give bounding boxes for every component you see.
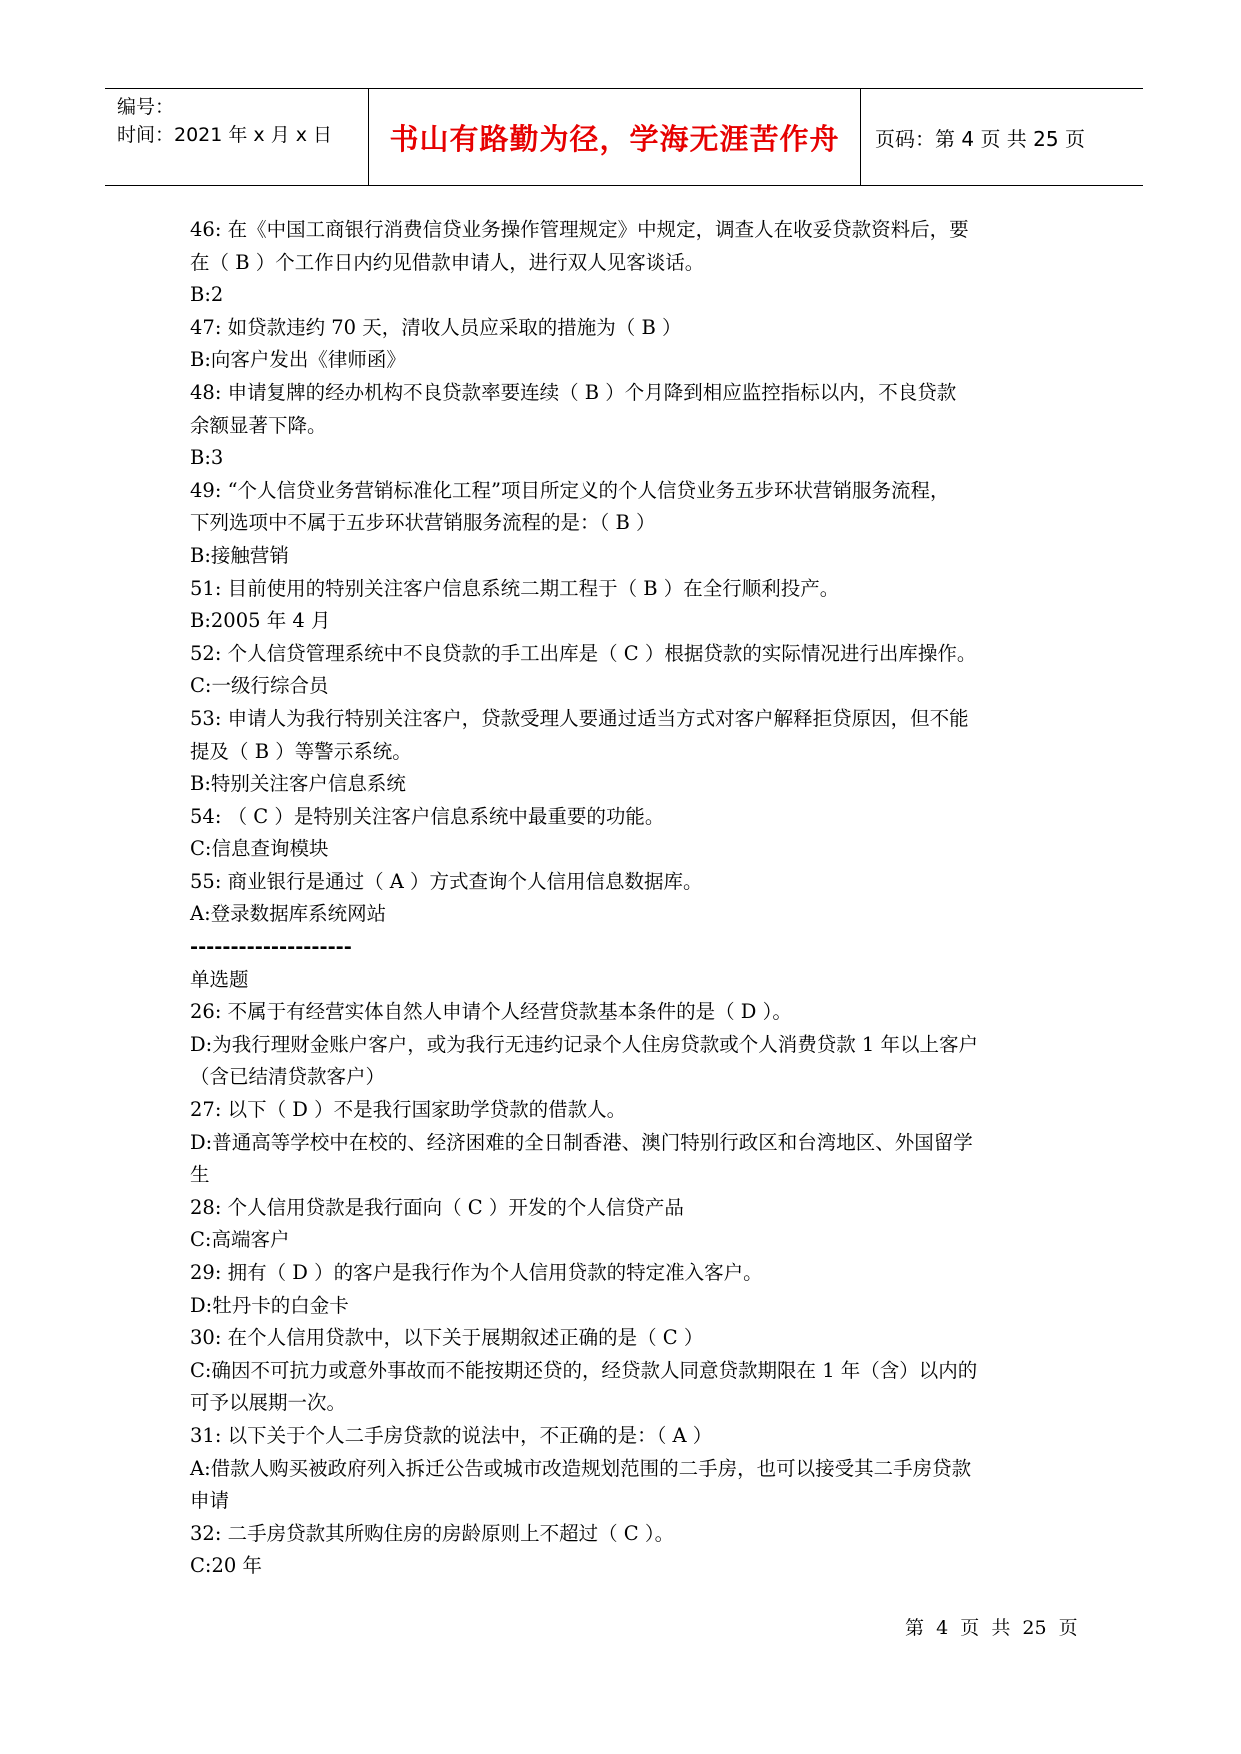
body-text-line: 52: 个人信贷管理系统中不良贷款的手工出库是（ C ）根据贷款的实际情况进行出库操作。 [190,641,977,665]
body-text-line: C:确因不可抗力或意外事故而不能按期还贷的，经贷款人同意贷款期限在 1 年（含）以内的 [190,1358,978,1382]
body-text-line: （含已结清贷款客户） [190,1065,386,1089]
header-page-info: 页码：第 4 页 共 25 页 [875,126,1085,151]
body-text-line: C:一级行综合员 [190,674,329,698]
body-text-line: 28: 个人信用贷款是我行面向（ C ）开发的个人信贷产品 [190,1195,684,1219]
body-text-line: 申请 [190,1489,230,1513]
body-text-line: 在（ B ）个工作日内约见借款申请人，进行双人见客谈话。 [190,250,705,274]
body-text-line: 55: 商业银行是通过（ A ）方式查询个人信用信息数据库。 [190,869,703,893]
header-meta [117,93,362,149]
body-text-line: 47: 如贷款违约 70 天，清收人员应采取的措施为（ B ） [190,315,682,339]
header-motto: 书山有路勤为径，学海无涯苦作舟 [389,121,840,156]
body-text-line: 29: 拥有（ D ）的客户是我行作为个人信用贷款的特定准入客户。 [190,1261,763,1284]
body-text-line: B:2 [190,283,224,307]
body-text-line: 30: 在个人信用贷款中，以下关于展期叙述正确的是（ C ） [190,1326,704,1350]
body-text-line: 单选题 [190,967,249,991]
body-text-line: D:为我行理财金账户客户，或为我行无违约记录个人住房贷款或个人消费贷款 1 年以上客户 [190,1032,979,1056]
body-text-line: 可予以展期一次。 [190,1391,347,1415]
body-text-line: B:3 [190,446,224,470]
body-text-line: B:接触营销 [190,543,289,567]
header-divider [860,89,861,185]
body-text-line: 49: “个人信贷业务营销标准化工程”项目所定义的个人信贷业务五步环状营销服务流程， [190,478,950,502]
body-text-line: A:借款人购买被政府列入拆迁公告或城市改造规划范围的二手房，也可以接受其二手房贷款 [190,1456,972,1480]
header-serial-number: 编号： [117,96,175,118]
body-text-line: C:高端客户 [190,1228,290,1252]
body-text-line: 48: 申请复牌的经办机构不良贷款率要连续（ B ）个月降到相应监控指标以内，不良贷款 [190,380,957,404]
body-text-line: 提及（ B ）等警示系统。 [190,739,412,763]
header-date: 时间：2021 年 x 月 x 日 [117,124,333,146]
body-text-line: 生 [190,1163,210,1187]
document-header [105,88,1143,186]
body-text-line: 26: 不属于有经营实体自然人申请个人经营贷款基本条件的是（ D ）。 [190,1000,792,1024]
body-text-line: C:20 年 [190,1554,263,1578]
body-text-line: -------------------- [190,935,352,959]
body-text-line: 31: 以下关于个人二手房贷款的说法中，不正确的是：（ A ） [190,1423,713,1447]
body-text-line: 53: 申请人为我行特别关注客户，贷款受理人要通过适当方式对客户解释拒贷原因，但不能 [190,706,969,730]
body-text-line: 下列选项中不属于五步环状营销服务流程的是：（ B ） [190,511,656,535]
body-text-line: C:信息查询模块 [190,837,329,861]
body-text-line: B:2005 年 4 月 [190,609,331,633]
body-text-line: 27: 以下（ D ）不是我行国家助学贷款的借款人。 [190,1098,627,1122]
body-text-line: 32: 二手房贷款其所购住房的房龄原则上不超过（ C ）。 [190,1521,675,1545]
body-text-line: A:登录数据库系统网站 [190,902,387,926]
page-footer: 第 4 页 共 25 页 [905,1617,1078,1639]
body-text-line: 余额显著下降。 [190,413,327,437]
body-text-line: 46: 在《中国工商银行消费信贷业务操作管理规定》中规定，调查人在收妥贷款资料后，要 [190,218,969,241]
body-text-line: B:向客户发出《律师函》 [190,348,406,372]
body-text-line: D:牡丹卡的白金卡 [190,1293,349,1317]
body-text-line: B:特别关注客户信息系统 [190,772,406,796]
body-text-line: 51: 目前使用的特别关注客户信息系统二期工程于（ B ）在全行顺利投产。 [190,576,840,600]
body-text-line: 54: （ C ）是特别关注客户信息系统中最重要的功能。 [190,804,665,828]
document-body [190,214,1070,1583]
body-text-line: D:普通高等学校中在校的、经济困难的全日制香港、澳门特别行政区和台湾地区、外国留学 [190,1130,973,1154]
